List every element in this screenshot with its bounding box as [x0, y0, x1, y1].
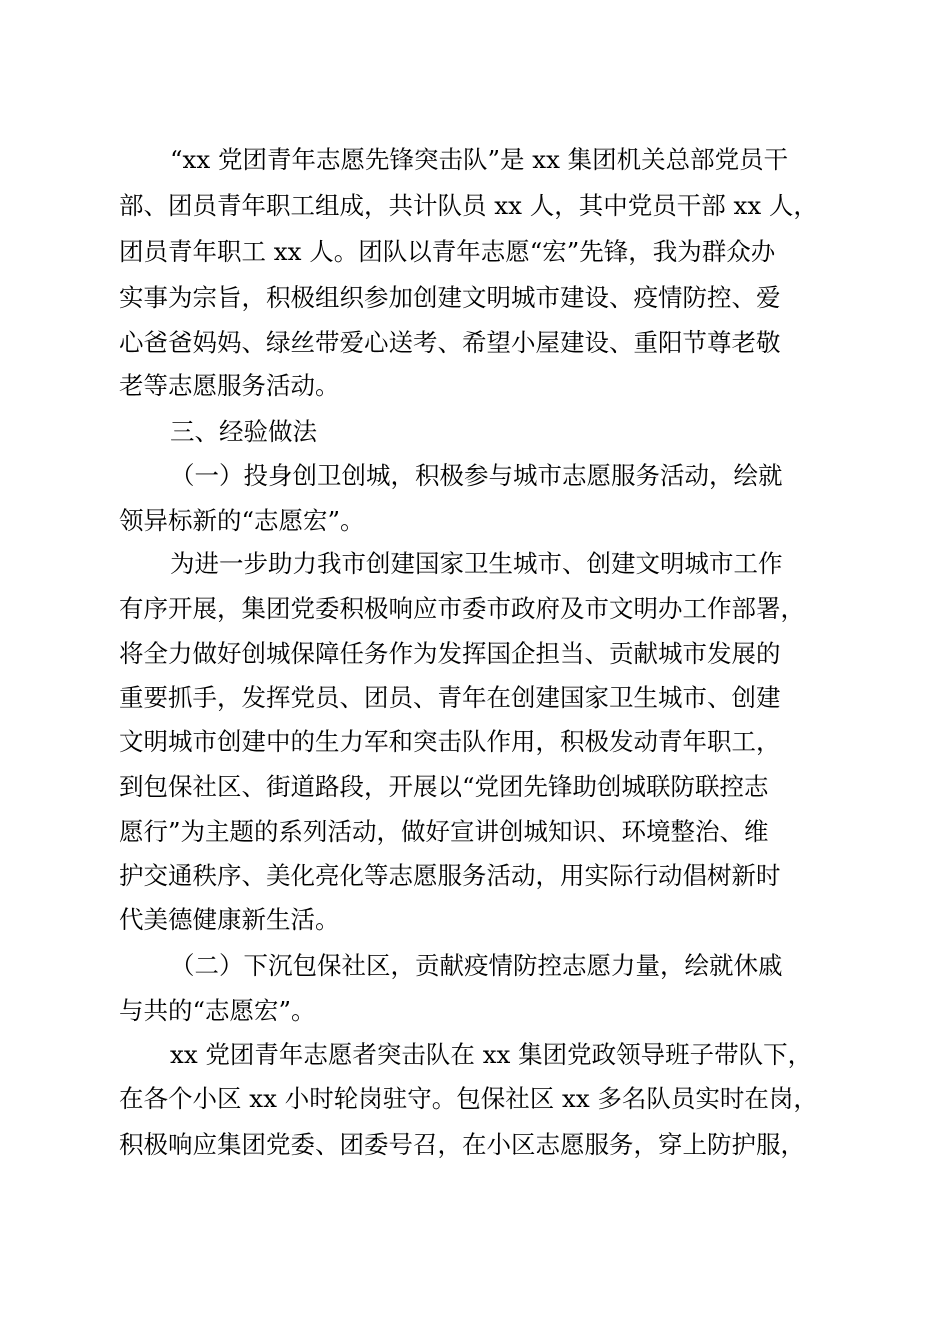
subheading-1-line-2 [0, 499, 950, 543]
text: 为进一步助力我市创建国家卫生城市、创建文明城市工作 [170, 549, 783, 578]
p3-line-3 [0, 1123, 950, 1167]
p1-line-1 [0, 138, 950, 182]
subheading-2-line-1 [0, 944, 950, 988]
text: 愿行”为主题的系列活动，做好宣讲创城知识、环境整治、维 [119, 817, 769, 846]
text: 心爸爸妈妈、绿丝带爱心送考、希望小屋建设、重阳节尊老敬 [119, 328, 781, 357]
text: xx 党团青年志愿者突击队在 xx 集团党政领导班子带队下， [170, 1040, 813, 1069]
subheading-2-line-2 [0, 989, 950, 1033]
text: 有序开展，集团党委积极响应市委市政府及市文明办工作部署， [119, 594, 805, 623]
p1-line-5 [0, 321, 950, 365]
p2-line-3 [0, 632, 950, 676]
p3-line-1 [0, 1033, 950, 1077]
text: 老等志愿服务活动。 [119, 371, 340, 400]
heading-text: 三、经验做法 [170, 417, 317, 446]
text: 在各个小区 xx 小时轮岗驻守。包保社区 xx 多名队员实时在岗， [119, 1084, 818, 1113]
text: 代美德健康新生活。 [119, 905, 340, 934]
text: （二）下沉包保社区，贡献疫情防控志愿力量，绘就休戚 [170, 951, 783, 980]
text: 积极响应集团党委、团委号召，在小区志愿服务，穿上防护服， [119, 1130, 805, 1159]
p2-line-4 [0, 676, 950, 720]
p2-line-2 [0, 587, 950, 631]
text: 部、团员青年职工组成，共计队员 xx 人，其中党员干部 xx 人， [119, 191, 818, 220]
p1-line-4 [0, 276, 950, 320]
p2-line-5 [0, 720, 950, 764]
text: 将全力做好创城保障任务作为发挥国企担当、贡献城市发展的 [119, 639, 781, 668]
text: 重要抓手，发挥党员、团员、青年在创建国家卫生城市、创建 [119, 683, 781, 712]
p1-line-2 [0, 184, 950, 228]
p2-line-1 [0, 542, 950, 586]
p3-line-2 [0, 1077, 950, 1121]
p1-line-6 [0, 364, 950, 408]
p2-line-8 [0, 854, 950, 898]
text: 实事为宗旨，积极组织参加创建文明城市建设、疫情防控、爱 [119, 283, 781, 312]
text: 护交通秩序、美化亮化等志愿服务活动，用实际行动倡树新时 [119, 861, 781, 890]
text: 与共的“志愿宏”。 [119, 996, 316, 1025]
p2-line-9 [0, 898, 950, 942]
p2-line-6 [0, 765, 950, 809]
text: 领异标新的“志愿宏”。 [119, 506, 365, 535]
p2-line-7 [0, 810, 950, 854]
p1-line-3 [0, 230, 950, 274]
text: （一）投身创卫创城，积极参与城市志愿服务活动，绘就 [170, 461, 783, 490]
subheading-1-line-1 [0, 454, 950, 498]
section-heading [0, 410, 950, 454]
text: “xx 党团青年志愿先锋突击队”是 xx 集团机关总部党员干 [170, 145, 789, 174]
text: 到包保社区、街道路段，开展以“党团先锋助创城联防联控志 [119, 772, 769, 801]
text: 团员青年职工 xx 人。团队以青年志愿“宏”先锋，我为群众办 [119, 237, 776, 266]
text: 文明城市创建中的生力军和突击队作用，积极发动青年职工， [119, 727, 781, 756]
